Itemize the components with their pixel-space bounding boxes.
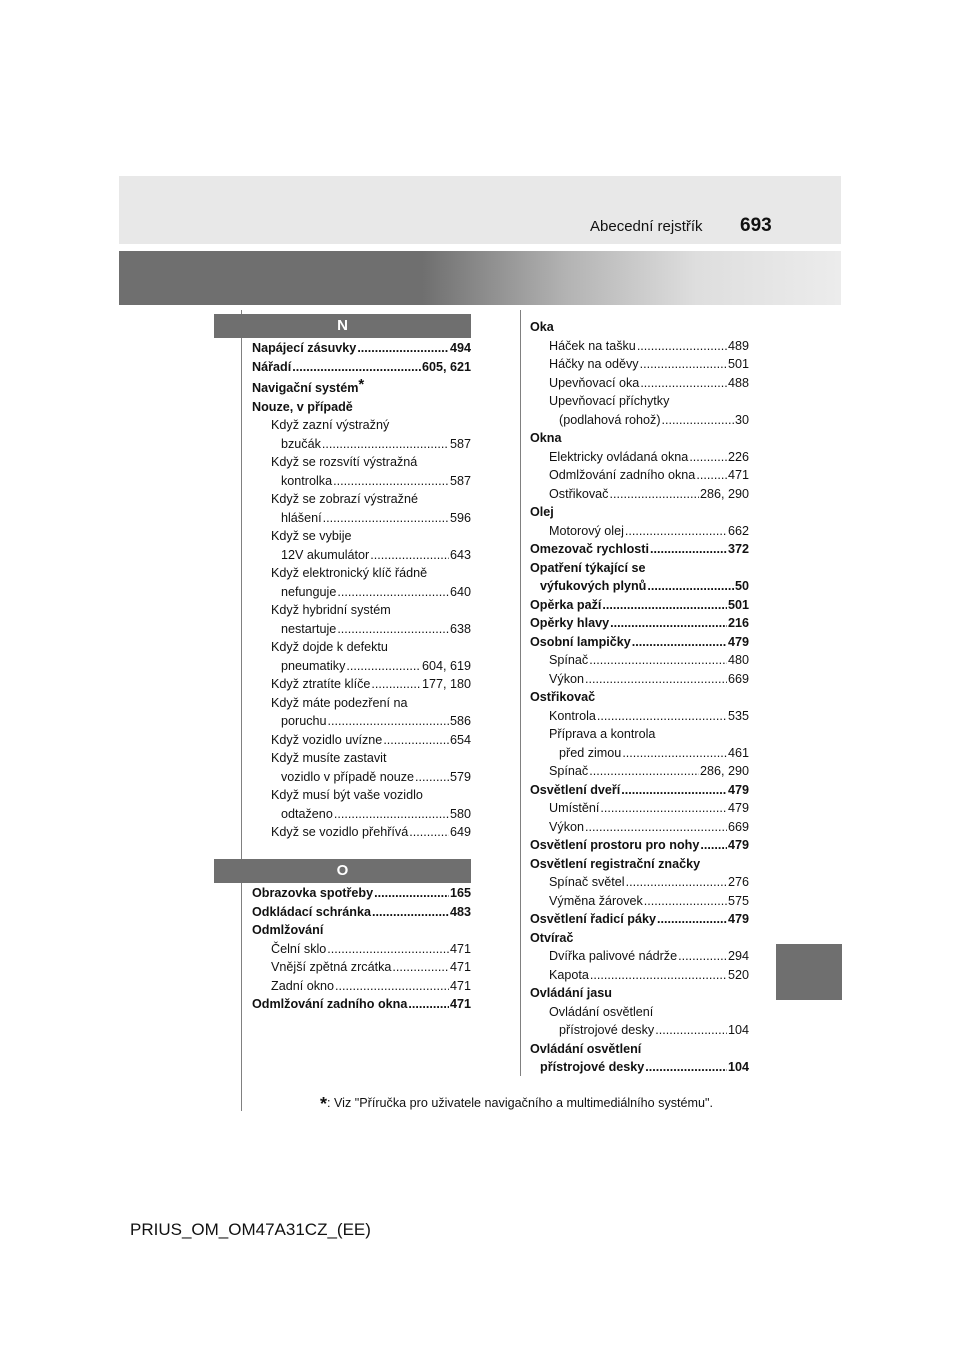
index-entry: Napájecí zásuvky ..... 494 [252,339,471,358]
header-gradient-band [119,251,841,305]
index-entry: Elektricky ovládaná okna ..... 226 [530,448,749,467]
index-sub-line: Když dojde k defektu [271,640,388,654]
index-entry: Kapota ..... 520 [530,966,749,985]
index-entry: Odkládací schránka ..... 483 [252,903,471,922]
index-entry: Obrazovka spotřeby ..... 165 [252,884,471,903]
index-entry: Umístění ..... 479 [530,799,749,818]
index-entry: přístrojové desky ..... 104 [530,1021,749,1040]
index-sub-line: Když musíte zastavit [271,751,387,765]
index-column-right [530,318,749,1077]
index-heading: Navigační systém* [252,376,365,395]
index-entry: kontrolka ..... 587 [252,472,471,491]
index-entry: Omezovač rychlosti ..... 372 [530,540,749,559]
index-entry: Když se vozidlo přehřívá ..... 649 [252,823,471,842]
index-entry: Ostřikovač ..... 286, 290 [530,485,749,504]
section-header-o: O [214,859,471,883]
index-entry: Výkon ..... 669 [530,818,749,837]
index-sub-line: Když hybridní systém [271,603,391,617]
index-sub-line: Když máte podezření na [271,695,408,710]
index-sub-line: Když zazní výstražný [271,418,390,432]
page-number: 693 [740,215,772,236]
index-heading: Odmlžování [252,923,324,937]
index-entry: pneumatiky ..... 604, 619 [252,657,471,676]
side-thumb-tab [776,944,842,1000]
left-margin-rule [241,310,242,1111]
index-heading: Ostřikovač [530,690,596,704]
index-entry: Dvířka palivové nádrže ..... 294 [530,947,749,966]
index-entry: přístrojové desky ..... 104 [530,1058,749,1077]
index-column-o [252,884,471,1014]
index-entry: bzučák ..... 587 [252,435,471,454]
index-entry: Kontrola ..... 535 [530,707,749,726]
index-entry: vozidlo v případě nouze ..... 579 [252,768,471,787]
index-entry: poruchu ..... 586 [252,712,471,731]
index-entry: hlášení ..... 596 [252,509,471,528]
column-divider [520,310,521,1076]
header-bar [119,176,841,244]
index-sub-line: Když se vybije [271,529,352,543]
index-heading: Oka [530,320,554,334]
index-entry: Osobní lampičky ..... 479 [530,633,749,652]
index-heading: Ovládání jasu [530,986,612,1000]
index-entry: Spínač světel ..... 276 [530,873,749,892]
index-entry: Osvětlení prostoru pro nohy ..... 479 [530,836,749,855]
index-entry: Výměna žárovek ..... 575 [530,892,749,911]
footnote: *: Viz "Příručka pro uživatele navigačního a multimediálního systému". [320,1094,714,1114]
index-column-n [252,339,471,842]
index-entry: Háčky na oděvy ..... 501 [530,355,749,374]
index-sub-line: Když se zobrazí výstražné [271,492,418,506]
index-entry: Spínač ..... 286, 290 [530,762,749,781]
index-entry: odtaženo ..... 580 [252,805,471,824]
index-entry: výfukových plynů ..... 50 [530,577,749,596]
header-title: Abecední rejstřík [590,218,703,235]
index-entry: Odmlžování zadního okna ..... 471 [530,466,749,485]
index-sub-line: Opatření týkající se [530,560,646,575]
index-sub-line: Příprava a kontrola [549,727,656,741]
index-heading: Nouze, v případě [252,399,353,414]
index-entry: Když vozidlo uvízne ..... 654 [252,731,471,750]
index-sub-line: Ovládání osvětlení [549,1004,654,1019]
index-sub-line: Když elektronický klíč řádně [271,566,428,580]
index-entry: Vnější zpětná zrcátka ..... 471 [252,958,471,977]
index-entry: Motorový olej ..... 662 [530,522,749,541]
index-entry: 12V akumulátor ..... 643 [252,546,471,565]
index-entry: Háček na tašku ..... 489 [530,337,749,356]
index-entry: Čelní sklo ..... 471 [252,940,471,959]
index-heading: Otvírač [530,930,574,945]
index-entry: Upevňovací oka ..... 488 [530,374,749,393]
index-heading: Osvětlení registrační značky [530,856,701,871]
index-entry: Výkon ..... 669 [530,670,749,689]
index-entry: nefunguje ..... 640 [252,583,471,602]
index-sub-line: Když musí být vaše vozidlo [271,788,423,802]
document-code: PRIUS_OM_OM47A31CZ_(EE) [130,1220,371,1239]
index-entry: nestartuje ..... 638 [252,620,471,639]
index-entry: Spínač ..... 480 [530,651,749,670]
index-entry: Odmlžování zadního okna ..... 471 [252,995,471,1014]
index-entry: Osvětlení řadicí páky ..... 479 [530,910,749,929]
index-entry: Opěrka paží ..... 501 [530,596,749,615]
index-entry: Zadní okno ..... 471 [252,977,471,996]
index-sub-line: Ovládání osvětlení [530,1041,642,1056]
index-entry: Opěrky hlavy ..... 216 [530,614,749,633]
index-sub-line: Upevňovací příchytky [549,394,670,408]
index-heading: Okna [530,431,562,445]
index-entry: Osvětlení dveří ..... 479 [530,781,749,800]
section-header-n: N [214,314,471,338]
index-sub-line: Když se rozsvítí výstražná [271,455,418,469]
index-entry: Když ztratíte klíče ..... 177, 180 [252,675,471,694]
index-entry: před zimou ..... 461 [530,744,749,763]
index-entry: (podlahová rohož) ..... 30 [530,411,749,430]
index-entry: Nářadí ..... 605, 621 [252,358,471,377]
index-heading: Olej [530,505,554,519]
